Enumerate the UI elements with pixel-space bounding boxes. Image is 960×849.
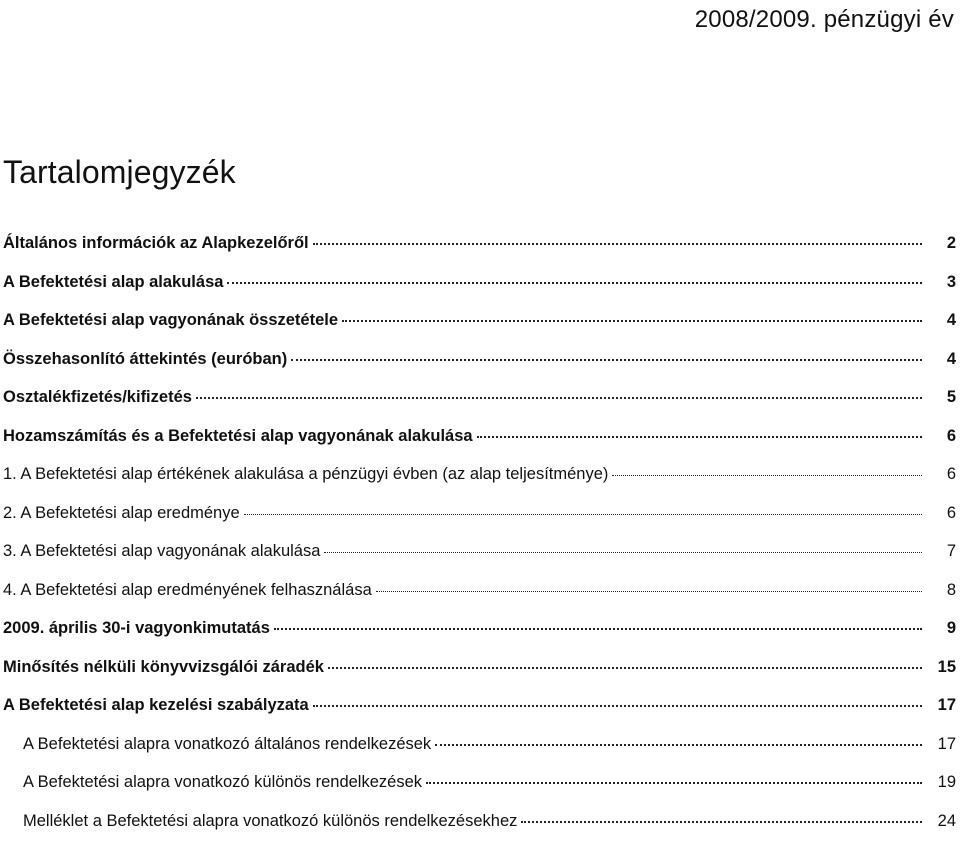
toc-entry[interactable] (3, 233, 956, 272)
toc-entry-page: 17 (926, 695, 956, 715)
toc-entry[interactable] (3, 772, 956, 811)
toc-dot-leader (313, 705, 922, 707)
toc-dot-leader (196, 397, 922, 399)
toc-dot-leader (376, 591, 922, 592)
toc-entry[interactable] (3, 387, 956, 426)
toc-entry[interactable] (3, 580, 956, 619)
toc-entry-label: A Befektetési alapra vonatkozó különös rendelkezések (3, 772, 422, 792)
toc-entry-label: Hozamszámítás és a Befektetési alap vagyonának alakulása (3, 426, 473, 446)
toc-entry-page: 15 (926, 657, 956, 677)
toc-entry-page: 3 (926, 272, 956, 292)
toc-entry-page: 9 (926, 618, 956, 638)
toc-entry-label: 4. A Befektetési alap eredményének felhasználása (3, 580, 372, 600)
toc-entry[interactable] (3, 503, 956, 542)
toc-entry-page: 7 (926, 541, 956, 561)
toc-entry[interactable] (3, 657, 956, 696)
toc-entry-page: 6 (926, 464, 956, 484)
toc-entry-page: 24 (926, 811, 956, 831)
toc-list (3, 233, 956, 849)
toc-entry[interactable] (3, 541, 956, 580)
toc-entry-label: Osztalékfizetés/kifizetés (3, 387, 192, 407)
toc-entry-page: 19 (926, 772, 956, 792)
toc-entry[interactable] (3, 426, 956, 465)
toc-entry-label: Összehasonlító áttekintés (euróban) (3, 349, 287, 369)
toc-entry-label: 1. A Befektetési alap értékének alakulása a pénzügyi évben (az alap teljesítménye) (3, 464, 608, 484)
toc-entry[interactable] (3, 811, 956, 849)
toc-entry-page: 6 (926, 426, 956, 446)
toc-dot-leader (342, 320, 922, 322)
toc-entry-page: 4 (926, 310, 956, 330)
toc-dot-leader (328, 667, 922, 669)
toc-dot-leader (426, 782, 922, 784)
toc-entry-label: Minősítés nélküli könyvvizsgálói záradék (3, 657, 324, 677)
toc-entry[interactable] (3, 734, 956, 773)
toc-dot-leader (227, 282, 922, 284)
toc-dot-leader (324, 552, 922, 553)
toc-entry[interactable] (3, 272, 956, 311)
toc-dot-leader (274, 628, 922, 630)
toc-entry-page: 4 (926, 349, 956, 369)
toc-dot-leader (291, 359, 922, 361)
toc-entry-page: 8 (926, 580, 956, 600)
toc-dot-leader (612, 475, 922, 476)
toc-entry-label: Melléklet a Befektetési alapra vonatkozó különös rendelkezésekhez (3, 811, 517, 831)
toc-entry-label: A Befektetési alap alakulása (3, 272, 223, 292)
toc-entry-label: A Befektetési alap vagyonának összetétele (3, 310, 338, 330)
toc-entry[interactable] (3, 618, 956, 657)
toc-entry-label: Általános információk az Alapkezelőről (3, 233, 309, 253)
toc-entry[interactable] (3, 464, 956, 503)
toc-entry[interactable] (3, 695, 956, 734)
toc-entry-label: A Befektetési alap kezelési szabályzata (3, 695, 309, 715)
toc-dot-leader (244, 514, 922, 515)
toc-entry-label: 2009. április 30-i vagyonkimutatás (3, 618, 270, 638)
toc-dot-leader (313, 243, 922, 245)
toc-entry-label: 2. A Befektetési alap eredménye (3, 503, 240, 523)
toc-dot-leader (521, 821, 922, 823)
toc-dot-leader (435, 744, 922, 746)
toc-dot-leader (477, 436, 922, 438)
toc-title: Tartalomjegyzék (3, 154, 236, 191)
toc-entry-page: 5 (926, 387, 956, 407)
toc-entry-label: A Befektetési alapra vonatkozó általános rendelkezések (3, 734, 431, 754)
toc-entry-page: 17 (926, 734, 956, 754)
fiscal-year-header: 2008/2009. pénzügyi év (695, 6, 954, 34)
toc-entry-page: 2 (926, 233, 956, 253)
toc-entry-page: 6 (926, 503, 956, 523)
toc-entry[interactable] (3, 310, 956, 349)
toc-entry[interactable] (3, 349, 956, 388)
toc-entry-label: 3. A Befektetési alap vagyonának alakulása (3, 541, 320, 561)
